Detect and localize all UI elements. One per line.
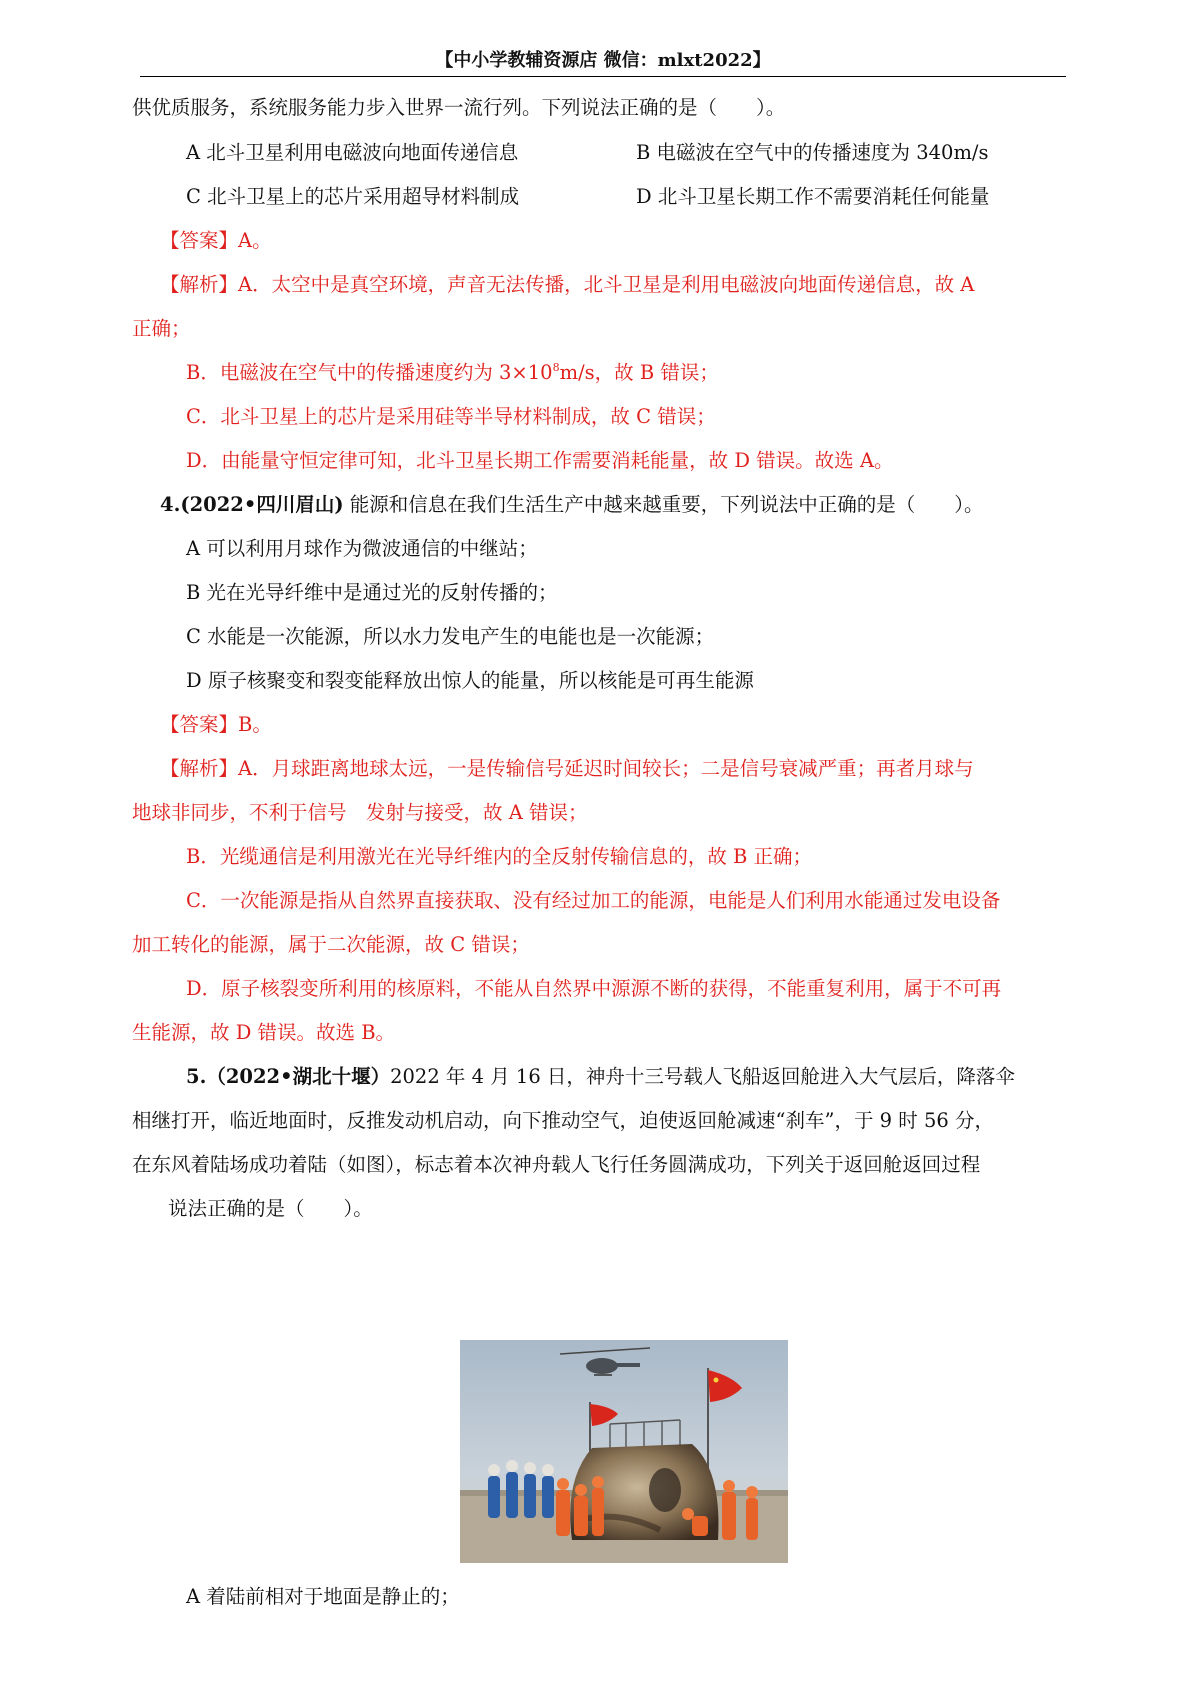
q4-analysis-d: D．原子核裂变所利用的核原料，不能从自然界中源源不断的获得，不能重复利用，属于不可再 [186, 977, 1002, 1000]
q4-option-d: D 原子核聚变和裂变能释放出惊人的能量，所以核能是可再生能源 [186, 669, 754, 692]
q5-stem-4: 说法正确的是（ ）。 [168, 1197, 373, 1220]
q5-source: 5.（2022•湖北十堰） [186, 1065, 391, 1088]
q3-analysis-d: D．由能量守恒定律可知，北斗卫星长期工作需要消耗能量，故 D 错误。故选 A。 [186, 449, 894, 472]
q3-answer: 【答案】A。 [160, 229, 272, 252]
q4-option-a: A 可以利用月球作为微波通信的中继站； [186, 537, 538, 560]
q3-option-d: D 北斗卫星长期工作不需要消耗任何能量 [636, 185, 990, 208]
q4-option-c: C 水能是一次能源，所以水力发电产生的电能也是一次能源； [186, 625, 715, 648]
q3-option-c: C 北斗卫星上的芯片采用超导材料制成 [186, 185, 520, 208]
q3-stem-tail: 供优质服务，系统服务能力步入世界一流行列。下列说法正确的是（ ）。 [132, 96, 786, 119]
q3-analysis-a-cont: 正确； [132, 317, 191, 340]
q5-stem-2: 相继打开，临近地面时，反推发动机启动，向下推动空气，迫使返回舱减速“刹车”，于 9 时 56 分， [132, 1109, 994, 1132]
q3-analysis-b-pre: B．电磁波在空气中的传播速度约为 3×10 [186, 361, 553, 384]
q4-analysis-a [160, 756, 974, 782]
q3-option-a: A 北斗卫星利用电磁波向地面传递信息 [186, 141, 519, 164]
q4-answer: 【答案】B。 [160, 713, 272, 736]
header-divider [140, 76, 1066, 77]
q5-stem-text-1: 2022 年 4 月 16 日，神舟十三号载人飞船返回舱进入大气层后，降落伞 [390, 1065, 1015, 1088]
q4-stem-text: 能源和信息在我们生活生产中越来越重要，下列说法中正确的是（ ）。 [343, 493, 984, 516]
q3-analysis-a [160, 272, 974, 298]
q3-option-b: B 电磁波在空气中的传播速度为 340m/s [636, 141, 989, 164]
q4-analysis-a-text: A．月球距离地球太远，一是传输信号延迟时间较长；二是信号衰减严重；再者月球与 [238, 757, 974, 780]
q4-analysis-b: B．光缆通信是利用激光在光导纤维内的全反射传输信息的，故 B 正确； [186, 845, 813, 868]
q3-analysis-b [186, 360, 719, 386]
q5-stem-1 [186, 1064, 1015, 1090]
q3-analysis-a-text: A．太空中是真空环境，声音无法传播，北斗卫星是利用电磁波向地面传递信息，故 A [238, 273, 975, 296]
q4-analysis-a-cont: 地球非同步，不利于信号 发射与接受，故 A 错误； [132, 801, 588, 824]
page-header: 【中小学教辅资源店 微信：mlxt2022】 [435, 50, 771, 71]
q4-analysis-label: 【解析】 [160, 757, 239, 780]
q4-analysis-d-cont: 生能源，故 D 错误。故选 B。 [132, 1021, 396, 1044]
q3-analysis-b-exponent: 8 [552, 361, 560, 374]
q3-analysis-label: 【解析】 [160, 273, 239, 296]
q4-source: 4.(2022•四川眉山) [160, 493, 344, 516]
q3-analysis-b-post: m/s，故 B 错误； [559, 361, 719, 384]
q5-stem-3: 在东风着陆场成功着陆（如图），标志着本次神舟载人飞行任务圆满成功，下列关于返回舱返回过程 [132, 1153, 981, 1176]
q4-stem [160, 492, 984, 518]
q4-analysis-c: C．一次能源是指从自然界直接获取、没有经过加工的能源，电能是人们利用水能通过发电设备 [186, 889, 1001, 912]
q5-option-a: A 着陆前相对于地面是静止的； [186, 1585, 460, 1608]
capsule-landing-photo [460, 1340, 788, 1563]
q4-option-b: B 光在光导纤维中是通过光的反射传播的； [186, 581, 558, 604]
q3-analysis-c: C．北斗卫星上的芯片是采用硅等半导材料制成，故 C 错误； [186, 405, 716, 428]
q4-analysis-c-cont: 加工转化的能源，属于二次能源，故 C 错误； [132, 933, 530, 956]
